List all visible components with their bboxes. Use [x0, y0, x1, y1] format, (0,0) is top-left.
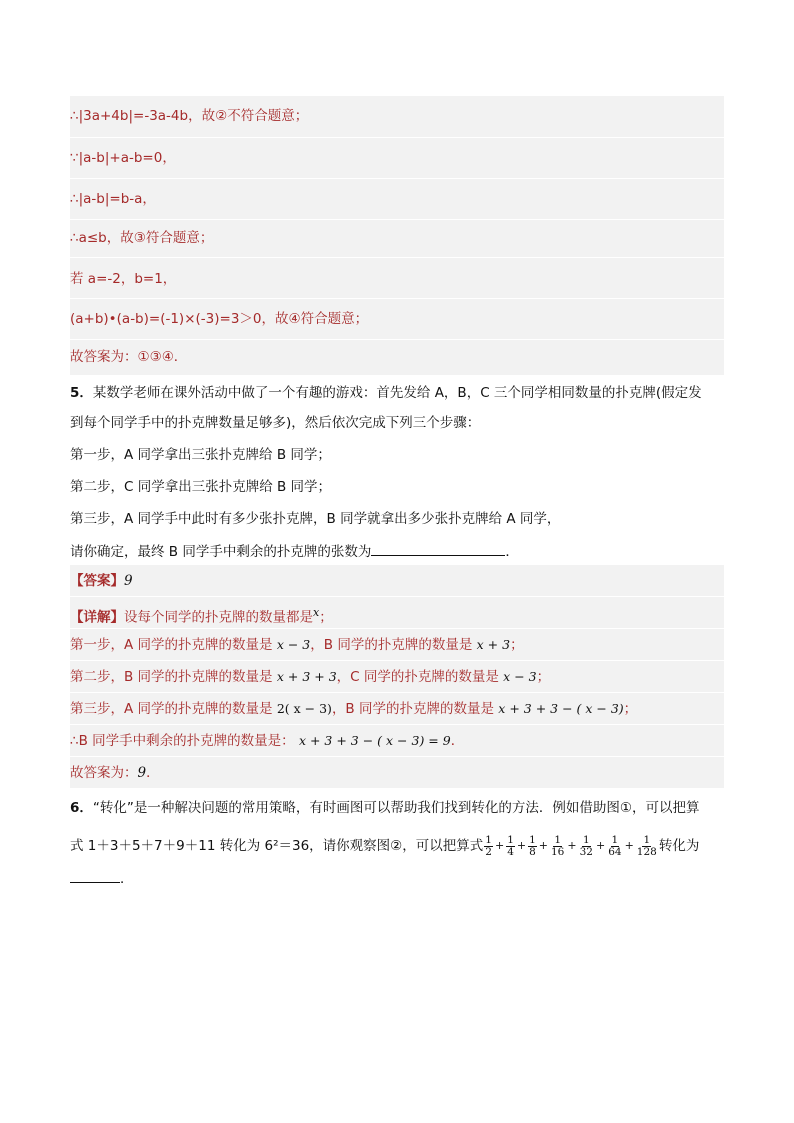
plus-sign: +: [595, 839, 606, 852]
answer-5-block: [70, 565, 724, 788]
answer-5-step-3: 第三步，A 同学的扑克牌的数量是 2( x − 3)，B 同学的扑克牌的数量是 x + 3 + 3 − ( x − 3)；: [70, 701, 638, 717]
fraction: [636, 835, 658, 858]
plus-sign: +: [538, 839, 548, 852]
fraction: [579, 835, 594, 858]
plus-sign: +: [494, 839, 505, 852]
question-6-blank-line: ．: [70, 862, 724, 892]
question-6-line-1: 6．“转化”是一种解决问题的常用策略，有时画图可以帮助我们找到转化的方法．例如借助图①，可以把算: [70, 800, 700, 816]
question-5-step-2: 第二步，C 同学拿出三张扑克牌给 B 同学；: [70, 479, 332, 495]
fraction-numerator: 1: [507, 833, 514, 846]
answer-5-detail: 【详解】设每个同学的扑克牌的数量都是$^x$；: [70, 606, 333, 626]
fraction-denominator: 32: [579, 845, 593, 858]
plus-sign: +: [624, 839, 634, 852]
fraction-denominator: 8: [529, 845, 536, 858]
question-5-step-3: 第三步，A 同学手中此时有多少张扑克牌，B 同学就拿出多少张扑克牌给 A 同学，: [70, 511, 561, 527]
prev-solution-block: [70, 96, 724, 375]
question-5: [70, 375, 724, 565]
answer-5-step-1: 第一步，A 同学的扑克牌的数量是 x − 3，B 同学的扑克牌的数量是 x + 3；: [70, 637, 524, 653]
fraction: [607, 835, 622, 858]
plus-sign: +: [567, 839, 577, 852]
prev-solution-line-4: ∴a≤b，故③符合题意；: [70, 230, 214, 246]
answer-5-conclusion: ∴B 同学手中剩余的扑克牌的数量是： x + 3 + 3 − ( x − 3) = 9．: [70, 733, 465, 749]
prev-solution-line-3: ∴|a-b|=b-a，: [70, 191, 156, 207]
fraction-numerator: 1: [529, 833, 536, 846]
fraction-denominator: 128: [636, 845, 657, 858]
fraction-denominator: 16: [551, 845, 565, 858]
fraction: [528, 835, 537, 858]
fraction-numerator: 1: [643, 833, 651, 846]
prev-solution-line-1: ∴|3a+4b|=-3a-4b，故②不符合题意；: [70, 108, 309, 124]
fraction: [506, 835, 515, 858]
fraction: [550, 835, 565, 858]
prev-solution-line-7: 故答案为：①③④．: [70, 349, 188, 365]
answer-5-answer: 【答案】9: [70, 573, 133, 589]
question-5-step-1: 第一步，A 同学拿出三张扑克牌给 B 同学；: [70, 447, 331, 463]
prev-solution-line-6: (a+b)•(a-b)=(-1)×(-3)=3＞0，故④符合题意；: [70, 311, 369, 327]
page-content: [70, 96, 724, 892]
fraction-denominator: 2: [485, 845, 492, 858]
answer-blank: [70, 868, 120, 883]
fraction-numerator: 1: [554, 833, 562, 846]
question-5-line-1: 5．某数学老师在课外活动中做了一个有趣的游戏：首先发给 A，B，C 三个同学相同数量的扑克牌(假定发: [70, 385, 702, 401]
fraction-numerator: 1: [582, 833, 590, 846]
plus-sign: +: [516, 839, 527, 852]
fraction-denominator: 4: [507, 845, 514, 858]
prev-solution-line-5: 若 a=-2，b=1，: [70, 271, 177, 287]
prev-solution-line-2: ∵|a-b|+a-b=0，: [70, 150, 176, 166]
answer-5-final: 故答案为：9．: [70, 765, 160, 781]
fraction-series: [483, 835, 659, 858]
answer-blank: [371, 541, 505, 556]
fraction-numerator: 1: [611, 833, 619, 846]
question-5-line-2: 到每个同学手中的扑克牌数量足够多)，然后依次完成下列三个步骤：: [70, 415, 481, 431]
fraction: [484, 835, 493, 858]
fraction-numerator: 1: [485, 833, 492, 846]
question-5-ask: 请你确定，最终 B 同学手中剩余的扑克牌的张数为 ．: [70, 535, 724, 565]
question-6-line-2: 式 1＋3＋5＋7＋9＋11 转化为 6²＝36，请你观察图②，可以把算式 $\frac{1}{2}$ + $\frac{1}{4}$ + $\frac{1}{8}$ + $\frac{1}{16}$ + $\frac{1}{32}$ + $\frac{1}{64}$ + $\frac{1}{128}$ 转化为: [70, 833, 700, 858]
question-6: [70, 788, 724, 892]
answer-5-step-2: 第二步，B 同学的扑克牌的数量是 x + 3 + 3，C 同学的扑克牌的数量是 x − 3；: [70, 669, 551, 685]
fraction-denominator: 64: [608, 845, 622, 858]
